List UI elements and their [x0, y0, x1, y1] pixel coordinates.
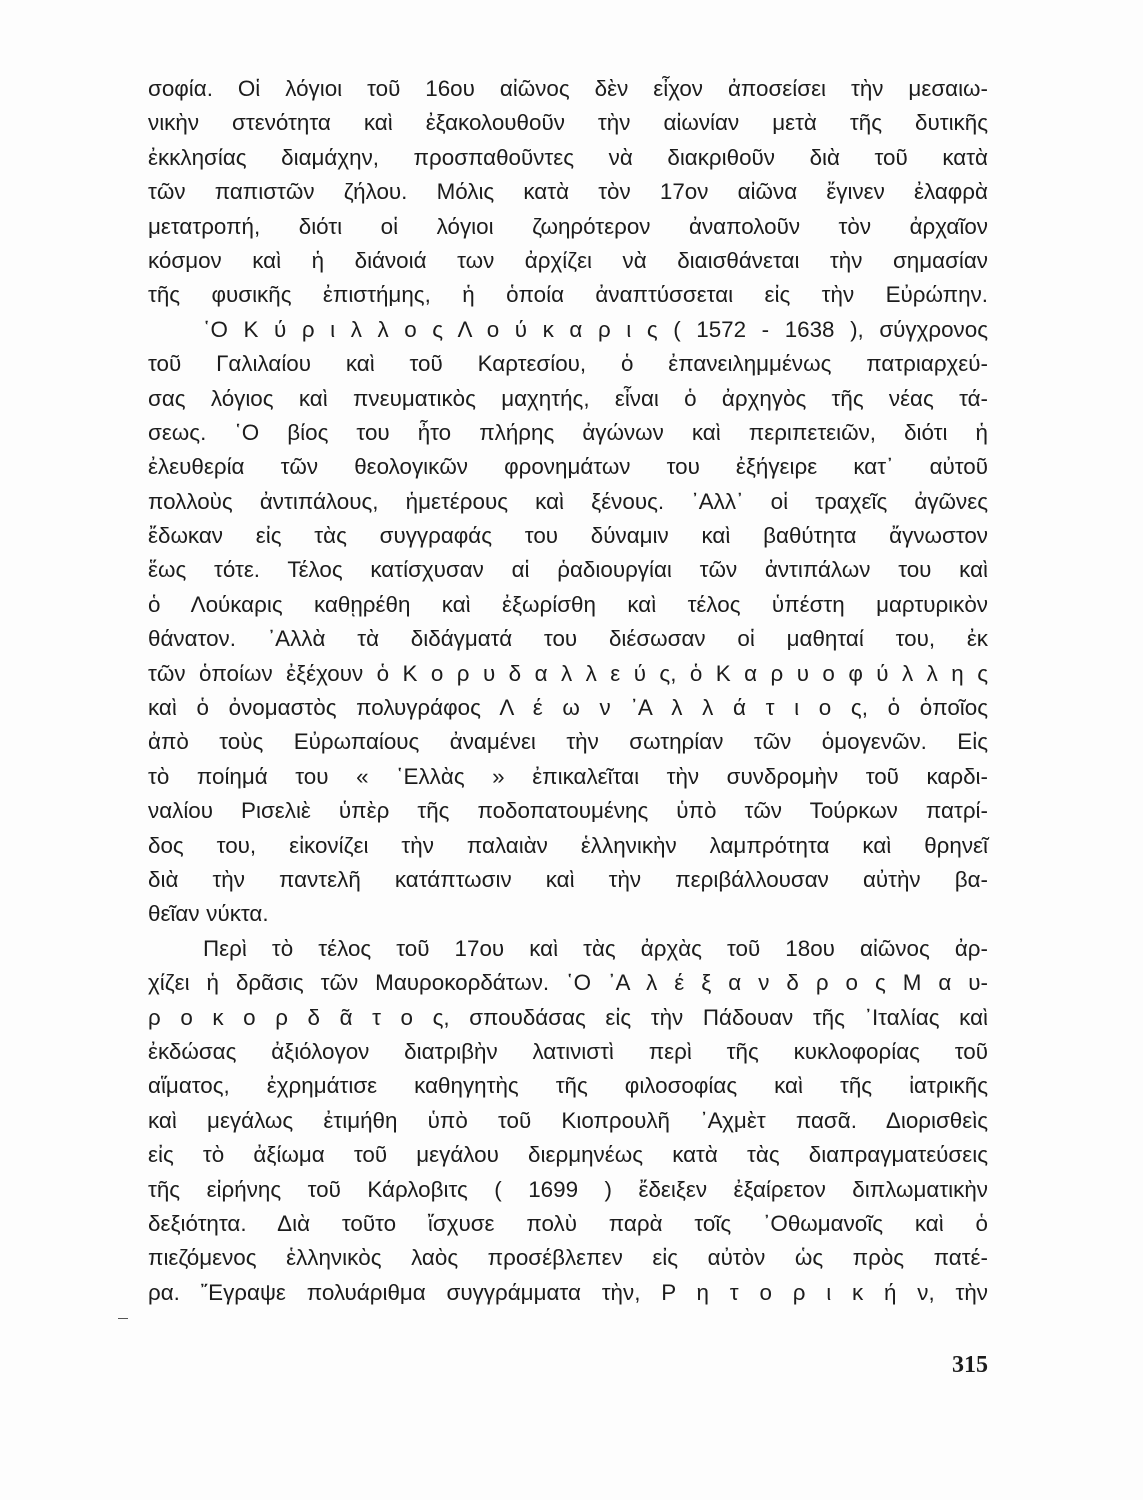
text-line: νικὴν στενότητα καὶ ἐξακολουθοῦν τὴν αἰωνίαν μετὰ τῆς δυτικῆς	[148, 110, 988, 136]
text-line: σοφία. Οἱ λόγιοι τοῦ 16ου αἰῶνος δὲν εἶχον ἀποσείσει τὴν μεσαιω-	[148, 76, 988, 101]
text-line: διὰ τὴν παντελῆ κατάπτωσιν καὶ τὴν περιβάλλουσαν αὐτὴν βα-	[148, 866, 988, 892]
text-line: τὸ ποίημά του « ῾Ελλὰς » ἐπικαλεῖται τὴν συνδρομὴν τοῦ καρδι-	[148, 763, 988, 789]
text-line: Περὶ τὸ τέλος τοῦ 17ου καὶ τὰς ἀρχὰς τοῦ 18ου αἰῶνος ἀρ-	[203, 935, 988, 961]
text-line: τῶν ὁποίων ἐξέχουν ὁ Κ ο ρ υ δ α λ λ ε ύ ς, ὁ Κ α ρ υ ο φ ύ λ λ η ς	[148, 660, 988, 686]
text-line: δος του, εἰκονίζει τὴν παλαιὰν ἑλληνικὴν λαμπρότητα καὶ θρηνεῖ	[148, 832, 988, 858]
text-line: ἕως τότε. Τέλος κατίσχυσαν αἱ ῥαδιουργίαι τῶν ἀντιπάλων του καὶ	[148, 557, 988, 583]
text-line: ρ ο κ ο ρ δ ᾶ τ ο ς, σπουδάσας εἰς τὴν Πάδουαν τῆς ᾽Ιταλίας καὶ	[148, 1004, 988, 1030]
text-line: εἰς τὸ ἀξίωμα τοῦ μεγάλου διερμηνέως κατὰ τὰς διαπραγματεύσεις	[148, 1142, 988, 1168]
text-line: ἐλευθερία τῶν θεολογικῶν φρονημάτων του ἐξήγειρε κατ᾽ αὐτοῦ	[148, 454, 988, 480]
text-line: καὶ μεγάλως ἐτιμήθη ὑπὸ τοῦ Κιοπρουλῆ ᾽Αχμὲτ πασᾶ. Διορισθεὶς	[148, 1107, 988, 1133]
text-line: ὁ Λούκαρις καθῃρέθη καὶ ἐξωρίσθη καὶ τέλος ὑπέστη μαρτυρικὸν	[148, 591, 988, 617]
text-line: ρα. ῎Εγραψε πολυάριθμα συγγράμματα τὴν, Ρ η τ ο ρ ι κ ή ν, τὴν	[148, 1279, 988, 1305]
text-line: ναλίου Ρισελιὲ ὑπὲρ τῆς ποδοπατουμένης ὑπὸ τῶν Τούρκων πατρί-	[148, 798, 988, 824]
text-line: αἵματος, ἐχρημάτισε καθηγητὴς τῆς φιλοσοφίας καὶ τῆς ἰατρικῆς	[148, 1073, 988, 1099]
text-line: κόσμον καὶ ἡ διάνοιά των ἀρχίζει νὰ διαισθάνεται τὴν σημασίαν	[148, 247, 988, 273]
text-line: ἔδωκαν εἰς τὰς συγγραφάς του δύναμιν καὶ βαθύτητα ἄγνωστον	[148, 523, 988, 549]
margin-mark	[118, 1318, 128, 1319]
body-text	[148, 72, 988, 1310]
text-line: θεῖαν νύκτα.	[148, 901, 269, 927]
text-line: τοῦ Γαλιλαίου καὶ τοῦ Καρτεσίου, ὁ ἐπανειλημμένως πατριαρχεύ-	[148, 351, 988, 377]
text-line: θάνατον. ᾽Αλλὰ τὰ διδάγματά του διέσωσαν οἱ μαθηταί του, ἐκ	[148, 626, 988, 652]
text-line: τῆς φυσικῆς ἐπιστήμης, ἡ ὁποία ἀναπτύσσεται εἰς τὴν Εὐρώπην.	[148, 282, 988, 308]
text-line: δεξιότητα. Διὰ τοῦτο ἴσχυσε πολὺ παρὰ τοῖς ᾽Οθωμανοῖς καὶ ὁ	[148, 1210, 988, 1236]
text-line: ῾Ο Κ ύ ρ ι λ λ ο ς Λ ο ύ κ α ρ ι ς ( 1572 - 1638 ), σύγχρονος	[203, 316, 988, 342]
text-line: ἐκκλησίας διαμάχην, προσπαθοῦντες νὰ διακριθοῦν διὰ τοῦ κατὰ	[148, 144, 988, 170]
text-line: πολλοὺς ἀντιπάλους, ἡμετέρους καὶ ξένους. ᾽Αλλ᾽ οἱ τραχεῖς ἀγῶνες	[148, 488, 988, 514]
text-line: ἐκδώσας ἀξιόλογον διατριβὴν λατινιστὶ περὶ τῆς κυκλοφορίας τοῦ	[148, 1038, 988, 1064]
text-line: τῶν παπιστῶν ζήλου. Μόλις κατὰ τὸν 17ον αἰῶνα ἔγινεν ἐλαφρὰ	[148, 179, 988, 205]
text-line: σεως. ῾Ο βίος του ἦτο πλήρης ἀγώνων καὶ περιπετειῶν, διότι ἡ	[148, 419, 988, 445]
text-line: χίζει ἡ δρᾶσις τῶν Μαυροκορδάτων. ῾Ο ᾽Α λ έ ξ α ν δ ρ ο ς Μ α υ-	[148, 970, 988, 996]
page-number: 315	[952, 1352, 988, 1378]
text-line: πιεζόμενος ἑλληνικὸς λαὸς προσέβλεπεν εἰς αὐτὸν ὡς πρὸς πατέ-	[148, 1245, 988, 1271]
text-line: μετατροπή, διότι οἱ λόγιοι ζωηρότερον ἀναπολοῦν τὸν ἀρχαῖον	[148, 213, 988, 239]
text-line: ἀπὸ τοὺς Εὐρωπαίους ἀναμένει τὴν σωτηρίαν τῶν ὁμογενῶν. Εἰς	[148, 729, 988, 755]
text-line: καὶ ὁ ὀνομαστὸς πολυγράφος Λ έ ω ν ᾽Α λ λ ά τ ι ο ς, ὁ ὁποῖος	[148, 695, 988, 721]
text-line: σας λόγιος καὶ πνευματικὸς μαχητής, εἶναι ὁ ἀρχηγὸς τῆς νέας τά-	[148, 385, 988, 411]
text-line: τῆς εἰρήνης τοῦ Κάρλοβιτς ( 1699 ) ἔδειξεν ἐξαίρετον διπλωματικὴν	[148, 1176, 988, 1202]
